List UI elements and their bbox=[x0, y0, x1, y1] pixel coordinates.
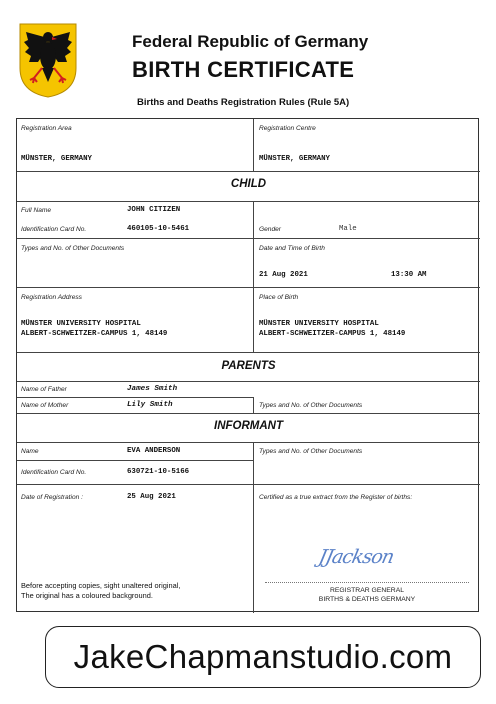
registration-area-value: MÜNSTER, GERMANY bbox=[21, 155, 92, 163]
registrar-title bbox=[265, 586, 469, 604]
place-of-birth-line1: MÜNSTER UNIVERSITY HOSPITAL bbox=[259, 320, 379, 328]
certified-statement: Certified as a true extract from the Register of births: bbox=[259, 494, 413, 501]
copy-notice-line2: The original has a coloured background. bbox=[21, 591, 153, 600]
registration-date-value: 25 Aug 2021 bbox=[127, 493, 176, 501]
coat-of-arms-icon bbox=[18, 22, 78, 98]
registration-address-line2: ALBERT-SCHWEITZER-CAMPUS 1, 48149 bbox=[21, 330, 168, 338]
certificate-form bbox=[16, 118, 479, 612]
copy-notice bbox=[21, 581, 180, 601]
child-full-name-label: Full Name bbox=[21, 207, 52, 214]
registration-address-line1: MÜNSTER UNIVERSITY HOSPITAL bbox=[21, 320, 141, 328]
child-full-name-value: JOHN CITIZEN bbox=[127, 206, 181, 214]
informant-other-docs-label: Types and No. of Other Documents bbox=[259, 448, 363, 455]
document-title: BIRTH CERTIFICATE bbox=[132, 57, 355, 82]
informant-name-label: Name bbox=[21, 448, 39, 455]
informant-id-value: 630721-10-5166 bbox=[127, 468, 190, 476]
registrar-line2: BIRTHS & DEATHS GERMANY bbox=[318, 596, 416, 603]
registration-centre-value: MÜNSTER, GERMANY bbox=[259, 155, 330, 163]
child-id-label: Identification Card No. bbox=[21, 226, 87, 233]
child-section-heading: CHILD bbox=[230, 178, 267, 190]
country-heading: Federal Republic of Germany bbox=[132, 32, 369, 51]
gender-label: Gender bbox=[259, 226, 281, 233]
birth-datetime-label: Date and Time of Birth bbox=[259, 245, 325, 252]
informant-id-label: Identification Card No. bbox=[21, 469, 87, 476]
registration-address-label: Registration Address bbox=[21, 294, 82, 301]
watermark-banner bbox=[45, 626, 481, 688]
parents-section-heading: PARENTS bbox=[221, 360, 276, 372]
copy-notice-line1: Before accepting copies, sight unaltered original, bbox=[21, 581, 181, 590]
parents-other-docs-label: Types and No. of Other Documents bbox=[259, 402, 363, 409]
mother-name-value: Lily Smith bbox=[127, 401, 173, 409]
child-other-docs-label: Types and No. of Other Documents bbox=[21, 245, 125, 252]
registration-date-label: Date of Registration : bbox=[21, 494, 83, 501]
place-of-birth-label: Place of Birth bbox=[259, 294, 299, 301]
informant-name-value: EVA ANDERSON bbox=[127, 447, 181, 455]
father-name-label: Name of Father bbox=[21, 386, 67, 393]
registration-centre-label: Registration Centre bbox=[259, 125, 316, 132]
registration-area-label: Registration Area bbox=[21, 125, 72, 132]
registrar-signature: JJackson bbox=[316, 546, 396, 568]
child-id-value: 460105-10-5461 bbox=[127, 225, 190, 233]
informant-section-heading: INFORMANT bbox=[214, 420, 283, 432]
mother-name-label: Name of Mother bbox=[21, 402, 69, 409]
registrar-line1: REGISTRAR GENERAL bbox=[329, 587, 405, 594]
rules-subtitle: Births and Deaths Registration Rules (Rule 5A) bbox=[137, 97, 350, 108]
father-name-value: James Smith bbox=[127, 385, 178, 393]
watermark-text: JakeChapmanstudio.com bbox=[73, 638, 453, 675]
gender-value: Male bbox=[339, 225, 357, 233]
birth-date-value: 21 Aug 2021 bbox=[259, 271, 308, 279]
place-of-birth-line2: ALBERT-SCHWEITZER-CAMPUS 1, 48149 bbox=[259, 330, 406, 338]
birth-time-value: 13:30 AM bbox=[391, 271, 427, 279]
